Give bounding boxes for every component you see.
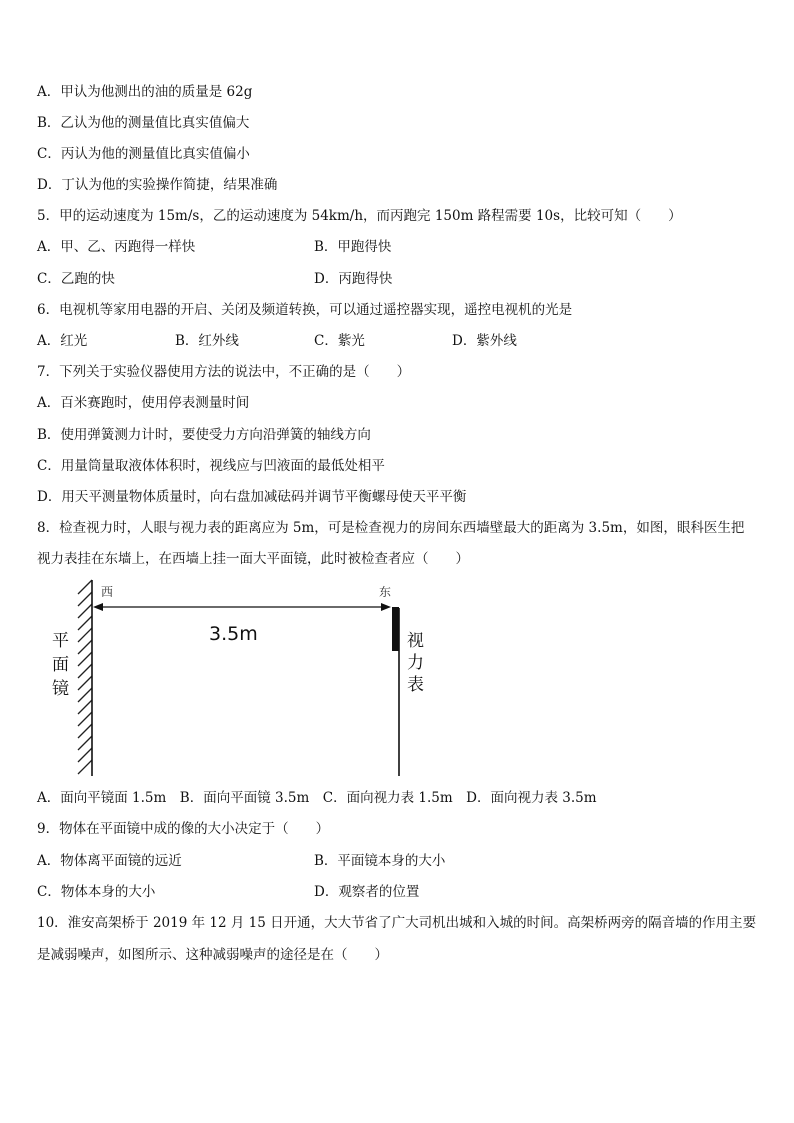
q9-option-b: B．平面镜本身的大小 [314,853,446,869]
mirror-label-char-3: 镜 [52,679,69,699]
q9-stem: 9．物体在平面镜中成的像的大小决定于（ ） [37,821,330,837]
q10-stem-line2: 是减弱噪声，如图所示、这种减弱噪声的途径是在（ ） [37,947,388,963]
chart-label-char-2: 力 [407,653,424,673]
q9-option-c: C．物体本身的大小 [37,884,156,900]
q5-option-d: D．丙跑得快 [314,271,393,287]
q5-option-a: A．甲、乙、丙跑得一样快 [37,239,196,255]
chart-label-char-1: 视 [407,631,424,651]
q6-stem: 6．电视机等家用电器的开启、关闭及频道转换，可以通过遥控器实现，遥控电视机的光是 [37,302,573,318]
q7-option-a: A．百米赛跑时，使用停表测量时间 [37,395,250,411]
q4-option-c: C．丙认为他的测量值比真实值偏小 [37,146,250,162]
q7-stem: 7．下列关于实验仪器使用方法的说法中，不正确的是（ ） [37,364,411,380]
mirror-hatching [78,580,92,774]
q4-option-b: B．乙认为他的测量值比真实值偏大 [37,115,250,131]
q10-stem-line1: 10．淮安高架桥于 2019 年 12 月 15 日开通，大大节省了广大司机出城和入城的时间。高架桥两旁的隔音墙的作用主要 [37,915,757,931]
q8-options: A．面向平镜面 1.5m B．面向平面镜 3.5m C．面向视力表 1.5m D．面向视力表 3.5m [37,790,597,806]
q4-option-a: A．甲认为他测出的油的质量是 62g [37,84,253,100]
q9-option-d: D．观察者的位置 [314,884,420,900]
q6-option-a: A．红光 [37,333,88,349]
q9-option-a: A．物体离平面镜的远近 [37,853,182,869]
q6-option-d: D．紫外线 [452,333,517,349]
q5-stem: 5．甲的运动速度为 15m/s，乙的运动速度为 54km/h，而丙跑完 150m 路程需要 10s，比较可知（ ） [37,208,682,224]
q8-stem-line1: 8．检查视力时，人眼与视力表的距离应为 5m，可是检查视力的房间东西墙壁最大的距离为 3.5m，如图，眼科医生把 [37,520,745,536]
mirror-label-char-2: 面 [52,655,69,675]
q6-option-c: C．紫光 [314,333,365,349]
distance-label: 3.5m [209,623,258,645]
mirror-label-char-1: 平 [52,631,69,651]
arrowhead-left [93,603,103,611]
q7-option-d: D．用天平测量物体质量时，向右盘加减砝码并调节平衡螺母使天平平衡 [37,489,467,505]
arrowhead-right [381,603,391,611]
chart-label-char-3: 表 [407,675,424,695]
q7-option-c: C．用量筒量取液体体积时，视线应与凹液面的最低处相平 [37,458,385,474]
q6-option-b: B．红外线 [175,333,239,349]
eye-chart-bar [392,607,399,651]
q7-option-b: B．使用弹簧测力计时，要使受力方向沿弹簧的轴线方向 [37,427,371,443]
east-label: 东 [379,585,392,599]
q8-stem-line2: 视力表挂在东墙上，在西墙上挂一面大平面镜，此时被检查者应（ ） [37,551,469,567]
q4-option-d: D．丁认为他的实验操作简捷，结果准确 [37,177,278,193]
q5-option-b: B．甲跑得快 [314,239,392,255]
q5-option-c: C．乙跑的快 [37,271,115,287]
west-label: 西 [101,585,114,599]
